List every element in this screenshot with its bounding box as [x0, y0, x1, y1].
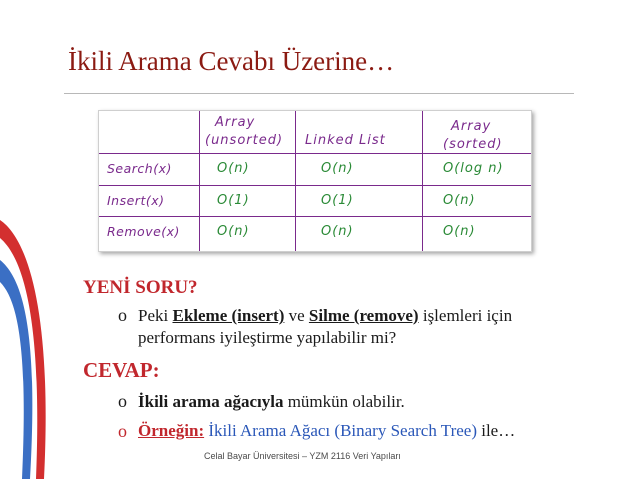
- col-header-linked-list: Linked List: [305, 133, 386, 148]
- cell-remove-linked: O(n): [321, 224, 354, 239]
- cell-search-sorted: O(log n): [443, 161, 504, 176]
- cell-insert-linked: O(1): [321, 193, 354, 208]
- slide-footer: Celal Bayar Üniversitesi – YZM 2116 Veri Yapıları: [204, 451, 401, 461]
- answer2-bst-term: İkili Arama Ağacı (Binary Search Tree): [208, 421, 477, 440]
- answer-line-2: [138, 421, 515, 441]
- cell-insert-unsorted: O(1): [217, 193, 250, 208]
- cell-search-unsorted: O(n): [217, 161, 250, 176]
- question-text-part2: ve: [284, 306, 309, 325]
- col-header-array-sorted: Array: [451, 119, 492, 134]
- answer1-rest: mümkün olabilir.: [283, 392, 405, 411]
- row-label-insert: Insert(x): [107, 193, 165, 208]
- answer2-example-label: Örneğin:: [138, 421, 205, 440]
- question-bullet: o: [118, 305, 127, 325]
- decorative-swoosh: [0, 220, 70, 479]
- complexity-table-image: [98, 110, 532, 252]
- answer1-bullet: o: [118, 391, 127, 411]
- question-heading: YENİ SORU?: [83, 277, 198, 298]
- insert-term: Ekleme (insert): [172, 306, 285, 325]
- cell-remove-sorted: O(n): [443, 224, 476, 239]
- answer-line-1: [138, 392, 405, 412]
- cell-search-linked: O(n): [321, 161, 354, 176]
- question-line-1: [138, 306, 512, 326]
- answer-heading: CEVAP:: [83, 358, 160, 382]
- col-header-array-sorted-sub: (sorted): [443, 137, 503, 152]
- answer2-rest: ile…: [476, 421, 516, 440]
- question-text-part1: Peki: [138, 306, 173, 325]
- answer2-bullet: o: [118, 421, 127, 441]
- row-label-search: Search(x): [107, 161, 172, 176]
- question-line-2: performans iyileştirme yapılabilir mi?: [138, 328, 397, 347]
- col-header-array-unsorted: Array: [215, 115, 256, 130]
- remove-term: Silme (remove): [308, 306, 419, 325]
- col-header-array-unsorted-sub: (unsorted): [205, 133, 284, 148]
- answer1-bold: İkili arama ağacıyla: [138, 392, 284, 411]
- title-divider: [64, 93, 574, 94]
- question-text-part3: işlemleri için: [418, 306, 513, 325]
- row-label-remove: Remove(x): [107, 224, 180, 239]
- slide-title: İkili Arama Cevabı Üzerine…: [68, 46, 395, 76]
- cell-remove-unsorted: O(n): [217, 224, 250, 239]
- cell-insert-sorted: O(n): [443, 193, 476, 208]
